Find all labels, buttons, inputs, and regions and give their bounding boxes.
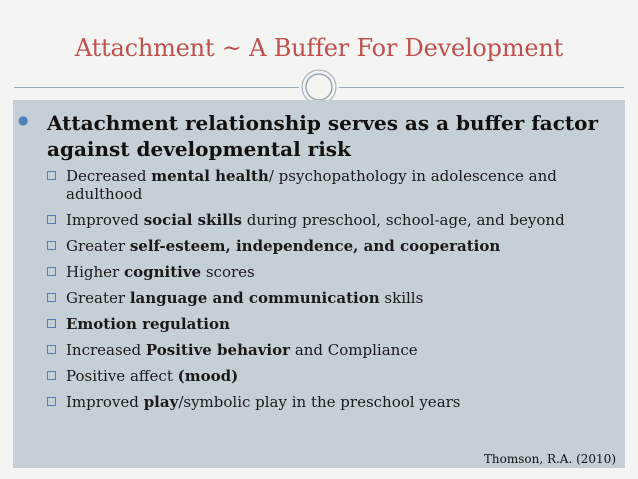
sub-bullet-item bbox=[47, 393, 607, 411]
hollow-square-bullet-icon bbox=[47, 267, 56, 276]
sub-bullet-emphasis: play bbox=[143, 393, 179, 411]
sub-bullet-item bbox=[47, 289, 607, 307]
sub-bullet-text: Improved bbox=[66, 211, 144, 229]
hollow-square-bullet-icon bbox=[47, 293, 56, 302]
sub-bullet-item bbox=[47, 167, 607, 203]
sub-bullet-item bbox=[47, 263, 607, 281]
sub-bullet-item bbox=[47, 341, 607, 359]
hollow-square-bullet-icon bbox=[47, 215, 56, 224]
sub-bullet-text: Higher bbox=[66, 263, 124, 281]
hollow-square-bullet-icon bbox=[47, 345, 56, 354]
sub-bullet-emphasis: (mood) bbox=[177, 367, 239, 385]
sub-bullet-emphasis: Emotion regulation bbox=[66, 315, 230, 333]
hollow-square-bullet-icon bbox=[47, 397, 56, 406]
sub-bullet-item bbox=[47, 315, 607, 333]
title-divider-right bbox=[339, 87, 624, 88]
sub-bullet-text: Improved bbox=[66, 393, 144, 411]
sub-bullet-item bbox=[47, 237, 607, 255]
hollow-square-bullet-icon bbox=[47, 171, 56, 180]
sub-bullet-text: Decreased bbox=[66, 167, 152, 185]
sub-bullet-text: scores bbox=[201, 263, 255, 281]
sub-bullet-item bbox=[47, 367, 607, 385]
sub-bullet-text: Greater bbox=[66, 237, 130, 255]
citation: Thomson, R.A. (2010) bbox=[483, 452, 616, 466]
sub-bullet-list bbox=[47, 167, 607, 419]
main-bullet-text: Attachment relationship serves as a buffer factor against developmental risk bbox=[47, 111, 599, 161]
hollow-square-bullet-icon bbox=[47, 371, 56, 380]
sub-bullet-text: / psychopathology in adolescence and adulthood bbox=[66, 167, 557, 203]
hollow-square-bullet-icon bbox=[47, 319, 56, 328]
sub-bullet-item bbox=[47, 211, 607, 229]
sub-bullet-text: Positive affect bbox=[66, 367, 178, 385]
sub-bullet-emphasis: mental health bbox=[151, 167, 269, 185]
sub-bullet-emphasis: Positive behavior bbox=[145, 341, 291, 359]
sub-bullet-text: /symbolic play in the preschool years bbox=[178, 393, 461, 411]
sub-bullet-emphasis: social skills bbox=[143, 211, 242, 229]
sub-bullet-text: Increased bbox=[66, 341, 146, 359]
filled-circle-bullet-icon: ● bbox=[18, 113, 29, 127]
sub-bullet-text: Greater bbox=[66, 289, 130, 307]
sub-bullet-emphasis: language and communication bbox=[129, 289, 380, 307]
sub-bullet-text: and Compliance bbox=[290, 341, 418, 359]
sub-bullet-text: during preschool, school-age, and beyond bbox=[242, 211, 565, 229]
sub-bullet-emphasis: cognitive bbox=[123, 263, 202, 281]
slide-title: Attachment ~ A Buffer For Development bbox=[74, 34, 564, 62]
hollow-square-bullet-icon bbox=[47, 241, 56, 250]
sub-bullet-text: skills bbox=[379, 289, 424, 307]
title-divider-left bbox=[14, 87, 299, 88]
sub-bullet-emphasis: self-esteem, independence, and cooperation bbox=[129, 237, 501, 255]
